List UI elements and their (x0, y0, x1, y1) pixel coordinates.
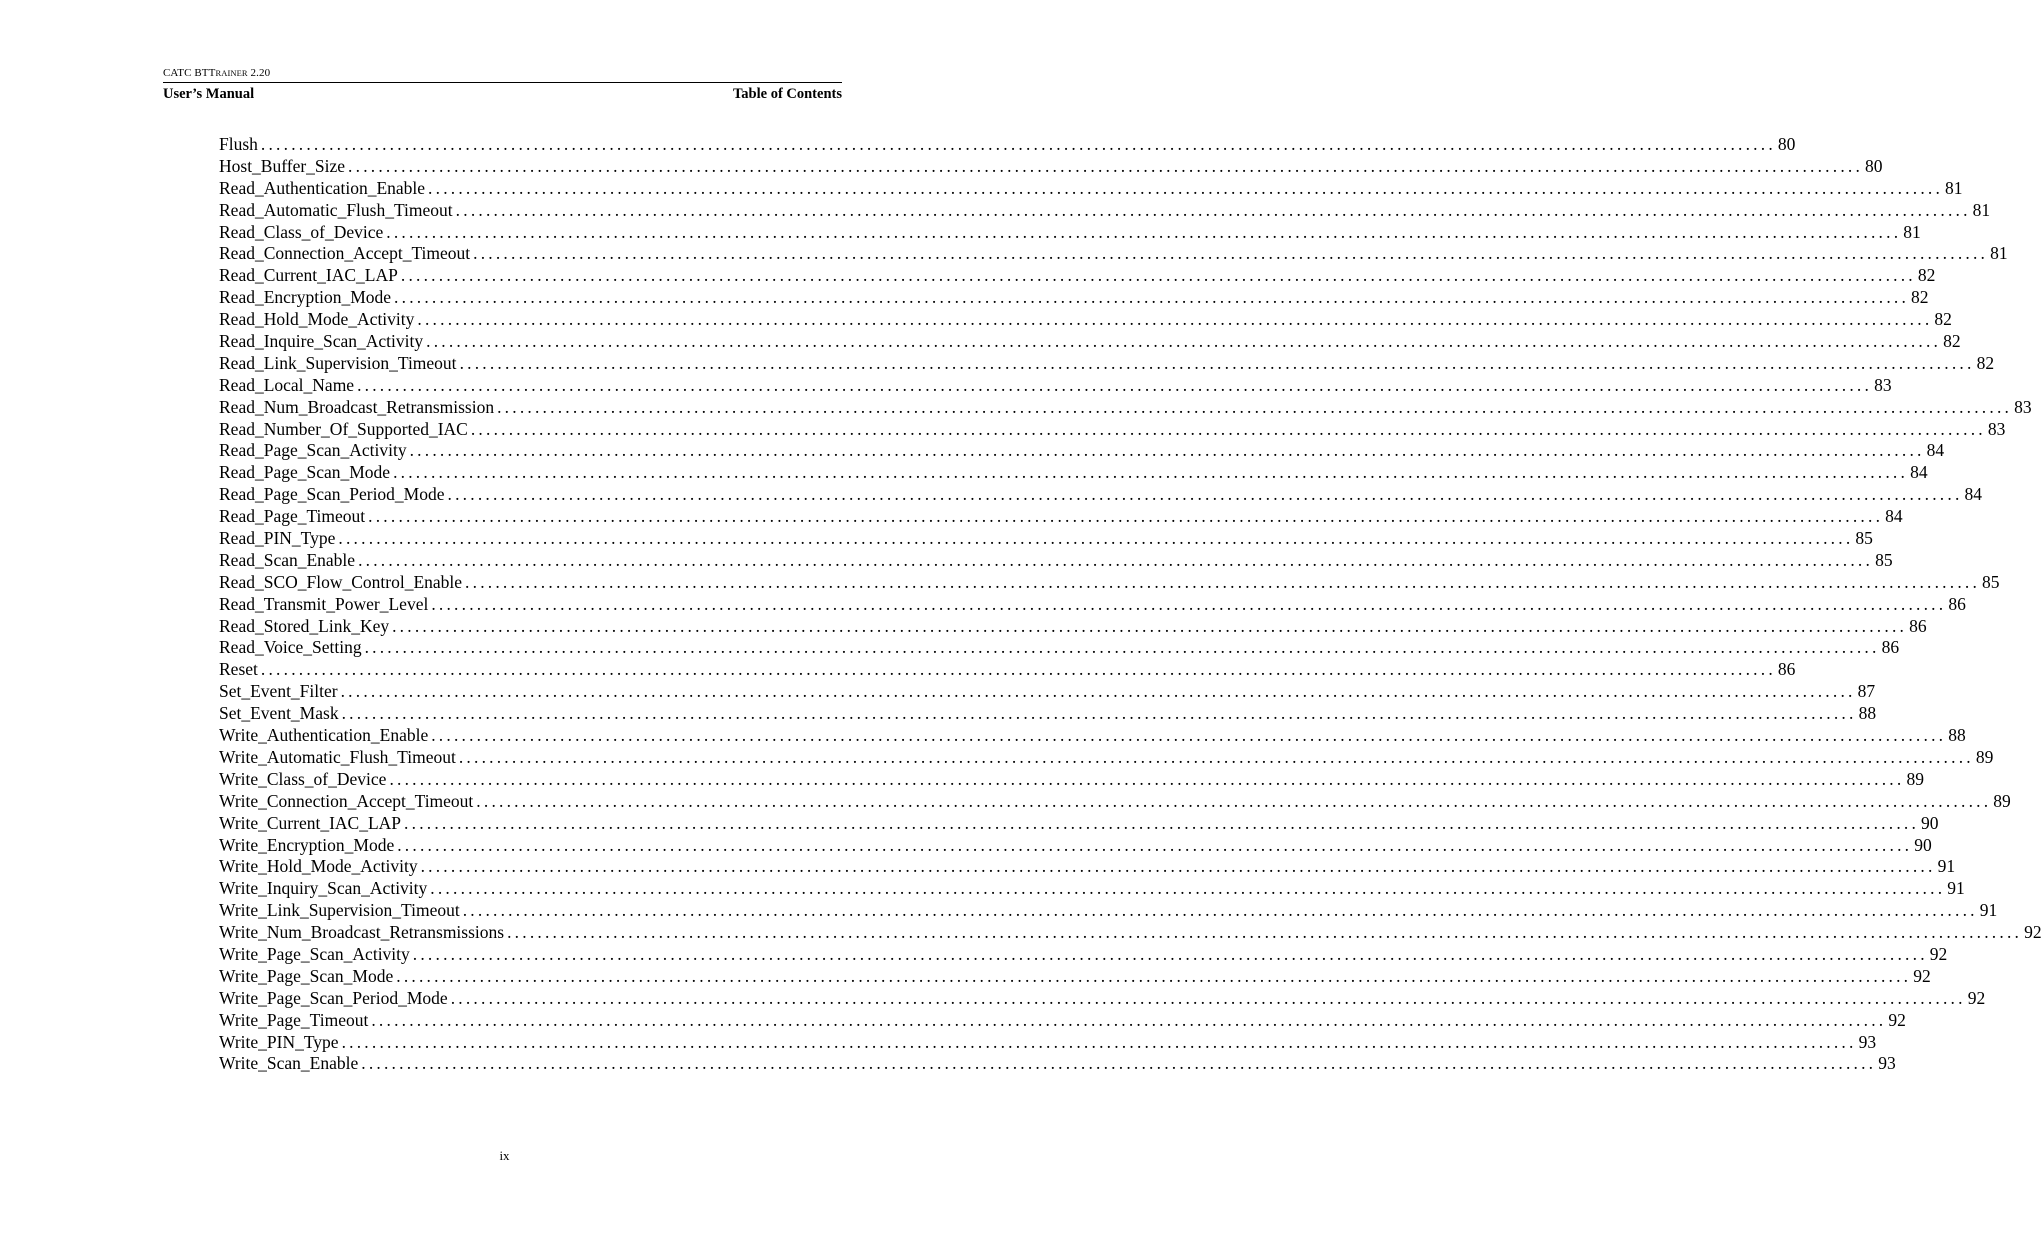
toc-entry[interactable] (219, 1053, 1896, 1075)
toc-dot-leader: ........................................................................................................................................................................................................ (400, 265, 1916, 286)
toc-dot-leader: ........................................................................................................................................................................................................ (430, 878, 1946, 899)
toc-entry-page: 83 (1874, 374, 1892, 395)
toc-entry-page: 86 (1948, 593, 1966, 614)
toc-entry[interactable] (219, 943, 1948, 966)
toc-dot-leader: ........................................................................................................................................................................................................ (431, 593, 1947, 614)
toc-entry-page: 82 (1976, 352, 1995, 373)
toc-entry-title: Read_Page_Timeout (219, 506, 366, 527)
toc-dot-leader: ........................................................................................................................................................................................................ (341, 703, 1857, 724)
toc-entry-page: 81 (1972, 199, 1991, 220)
toc-entry-title: Read_Link_Supervision_Timeout (219, 352, 457, 373)
toc-entry-page: 80 (1865, 155, 1883, 176)
toc-entry-title: Write_Automatic_Flush_Timeout (219, 746, 456, 767)
product-name-prefix: CATC BTT (163, 67, 216, 79)
toc-entry[interactable] (219, 155, 1883, 178)
toc-entry-title: Set_Event_Mask (219, 703, 339, 724)
toc-entry[interactable] (219, 352, 1995, 375)
toc-list (219, 134, 2042, 1075)
toc-dot-leader: ........................................................................................................................................................................................................ (364, 637, 1880, 658)
product-version: 2.20 (247, 67, 271, 79)
toc-entry-title: Read_Encryption_Mode (219, 287, 392, 308)
toc-dot-leader: ........................................................................................................................................................................................................ (394, 287, 1910, 308)
toc-dot-leader: ........................................................................................................................................................................................................ (348, 155, 1864, 176)
toc-entry-title: Write_Hold_Mode_Activity (219, 856, 418, 877)
toc-entry[interactable] (219, 571, 2000, 594)
toc-entry-page: 82 (1911, 287, 1929, 308)
toc-entry-page: 80 (1777, 134, 1796, 154)
toc-dot-leader: ........................................................................................................................................................................................................ (341, 1031, 1857, 1052)
toc-dot-leader: ........................................................................................................................................................................................................ (426, 331, 1942, 352)
toc-entry-page: 83 (2014, 396, 2032, 417)
toc-entry-page: 86 (1881, 637, 1900, 658)
toc-entry[interactable] (219, 659, 1796, 681)
toc-entry[interactable] (219, 987, 1986, 1010)
toc-dot-leader: ........................................................................................................................................................................................................ (260, 659, 1776, 680)
toc-entry-page: 91 (1947, 878, 1965, 899)
toc-entry[interactable] (219, 965, 1931, 988)
toc-entry[interactable] (219, 615, 1927, 638)
toc-entry-title: Write_Class_of_Device (219, 768, 387, 789)
toc-dot-leader: ........................................................................................................................................................................................................ (340, 681, 1856, 702)
toc-entry-title: Read_Inquire_Scan_Activity (219, 331, 424, 352)
toc-entry[interactable] (219, 812, 1939, 835)
toc-dot-leader: ........................................................................................................................................................................................................ (260, 134, 1776, 154)
manual-title: User’s Manual (163, 86, 255, 102)
product-name-smallcaps: RAINER (215, 68, 248, 78)
toc-dot-leader: ........................................................................................................................................................................................................ (412, 943, 1928, 964)
toc-entry[interactable] (219, 856, 1956, 878)
toc-entry-page: 92 (1888, 1009, 1906, 1030)
header-title-row (163, 84, 842, 104)
toc-entry[interactable] (219, 221, 1921, 244)
toc-entry[interactable] (219, 900, 1998, 922)
toc-dot-leader: ........................................................................................................................................................................................................ (455, 199, 1971, 220)
toc-entry-page: 91 (1979, 900, 1998, 921)
toc-dot-leader: ........................................................................................................................................................................................................ (357, 374, 1873, 395)
toc-dot-leader: ........................................................................................................................................................................................................ (392, 615, 1908, 636)
toc-entry-page: 84 (1926, 440, 1945, 461)
toc-entry[interactable] (219, 746, 1994, 769)
toc-entry-page: 82 (1917, 265, 1936, 286)
toc-entry[interactable] (219, 374, 1892, 397)
toc-dot-leader: ........................................................................................................................................................................................................ (393, 462, 1909, 483)
toc-entry[interactable] (219, 681, 1876, 703)
toc-entry[interactable] (219, 418, 2006, 441)
toc-entry-title: Write_Page_Timeout (219, 1009, 369, 1030)
toc-entry-title: Read_Num_Broadcast_Retransmission (219, 396, 495, 417)
toc-dot-leader: ........................................................................................................................................................................................................ (450, 987, 1966, 1008)
toc-entry-page: 93 (1878, 1053, 1896, 1074)
toc-entry[interactable] (219, 1009, 1906, 1032)
toc-entry-title: Read_Page_Scan_Activity (219, 440, 407, 461)
toc-entry[interactable] (219, 309, 1952, 331)
toc-dot-leader: ........................................................................................................................................................................................................ (371, 1009, 1887, 1030)
toc-entry[interactable] (219, 396, 2032, 419)
toc-entry-title: Write_Authentication_Enable (219, 725, 429, 746)
toc-entry-page: 91 (1937, 856, 1956, 877)
toc-entry-title: Set_Event_Filter (219, 681, 338, 702)
toc-entry[interactable] (219, 922, 2042, 944)
toc-entry[interactable] (219, 506, 1903, 528)
toc-entry-title: Host_Buffer_Size (219, 155, 346, 176)
toc-entry[interactable] (219, 440, 1945, 462)
toc-entry[interactable] (219, 1031, 1877, 1054)
toc-entry[interactable] (219, 637, 1900, 659)
toc-dot-leader: ........................................................................................................................................................................................................ (458, 746, 1974, 767)
toc-entry-title: Read_Local_Name (219, 374, 355, 395)
toc-entry-page: 82 (1943, 331, 1961, 352)
toc-dot-leader: ........................................................................................................................................................................................................ (431, 725, 1947, 746)
toc-entry[interactable] (219, 265, 1936, 287)
toc-entry[interactable] (219, 768, 1924, 791)
toc-dot-leader: ........................................................................................................................................................................................................ (338, 528, 1854, 549)
toc-entry-title: Write_Encryption_Mode (219, 834, 395, 855)
toc-entry-page: 85 (1982, 571, 2000, 592)
toc-dot-leader: ........................................................................................................................................................................................................ (470, 418, 1986, 439)
toc-entry-page: 84 (1885, 506, 1903, 527)
toc-entry-page: 89 (1906, 768, 1924, 789)
section-title: Table of Contents (732, 86, 842, 102)
toc-entry-page: 89 (1975, 746, 1994, 767)
toc-entry-page: 81 (1903, 221, 1921, 242)
toc-entry-page: 85 (1875, 549, 1893, 570)
toc-dot-leader: ........................................................................................................................................................................................................ (389, 768, 1905, 789)
toc-entry[interactable] (219, 725, 1966, 747)
toc-entry[interactable] (219, 484, 1983, 506)
toc-entry-page: 81 (1990, 243, 2008, 264)
toc-entry-title: Write_Link_Supervision_Timeout (219, 900, 460, 921)
toc-dot-leader: ........................................................................................................................................................................................................ (465, 571, 1981, 592)
toc-dot-leader: ........................................................................................................................................................................................................ (409, 440, 1925, 461)
toc-entry[interactable] (219, 528, 1873, 550)
toc-entry[interactable] (219, 243, 2008, 265)
toc-entry[interactable] (219, 287, 1929, 309)
product-version-line (163, 66, 842, 81)
toc-dot-leader: ........................................................................................................................................................................................................ (386, 221, 1902, 242)
toc-entry-title: Read_Transmit_Power_Level (219, 593, 429, 614)
toc-dot-leader: ........................................................................................................................................................................................................ (428, 177, 1944, 198)
toc-dot-leader: ........................................................................................................................................................................................................ (404, 812, 1920, 833)
toc-entry[interactable] (219, 878, 1965, 900)
toc-entry[interactable] (219, 593, 1966, 616)
toc-entry[interactable] (219, 177, 1963, 200)
toc-entry-title: Read_SCO_Flow_Control_Enable (219, 571, 463, 592)
toc-entry-page: 88 (1948, 725, 1966, 746)
toc-dot-leader: ........................................................................................................................................................................................................ (462, 900, 1978, 921)
toc-entry-title: Write_Connection_Accept_Timeout (219, 790, 474, 811)
toc-dot-leader: ........................................................................................................................................................................................................ (447, 484, 1963, 505)
toc-entry[interactable] (219, 703, 1877, 725)
toc-entry-page: 93 (1858, 1031, 1877, 1052)
toc-entry-title: Read_Stored_Link_Key (219, 615, 390, 636)
toc-entry-title: Write_Page_Scan_Activity (219, 943, 410, 964)
toc-entry-title: Write_PIN_Type (219, 1031, 339, 1052)
toc-dot-leader: ........................................................................................................................................................................................................ (396, 965, 1912, 986)
toc-entry-page: 92 (1913, 965, 1931, 986)
header-rule (163, 82, 842, 83)
toc-entry-page: 86 (1909, 615, 1927, 636)
toc-dot-leader: ........................................................................................................................................................................................................ (459, 352, 1975, 373)
toc-entry-title: Read_Class_of_Device (219, 221, 384, 242)
toc-entry[interactable] (219, 834, 1932, 857)
toc-entry-page: 90 (1914, 834, 1932, 855)
toc-dot-leader: ........................................................................................................................................................................................................ (497, 396, 2013, 417)
toc-entry-page: 92 (1929, 943, 1948, 964)
toc-entry[interactable] (219, 134, 1796, 156)
page-header (163, 66, 842, 104)
toc-entry-title: Read_Automatic_Flush_Timeout (219, 199, 453, 220)
toc-entry[interactable] (219, 790, 2011, 813)
toc-entry[interactable] (219, 199, 1991, 222)
toc-dot-leader: ........................................................................................................................................................................................................ (417, 309, 1933, 330)
toc-entry-title: Write_Num_Broadcast_Retransmissions (219, 922, 505, 943)
toc-entry-title: Read_Page_Scan_Mode (219, 462, 391, 483)
toc-entry-title: Reset (219, 659, 258, 680)
toc-entry-title: Write_Page_Scan_Period_Mode (219, 987, 448, 1008)
toc-entry-title: Read_PIN_Type (219, 528, 336, 549)
toc-entry-page: 92 (2024, 922, 2042, 943)
toc-entry-page: 92 (1967, 987, 1986, 1008)
toc-entry-page: 89 (1993, 790, 2011, 811)
toc-entry-title: Read_Scan_Enable (219, 549, 356, 570)
toc-entry-title: Read_Number_Of_Supported_IAC (219, 418, 468, 439)
toc-entry-title: Write_Scan_Enable (219, 1053, 359, 1074)
toc-entry-title: Read_Voice_Setting (219, 637, 362, 658)
toc-entry[interactable] (219, 549, 1893, 572)
toc-entry-title: Read_Hold_Mode_Activity (219, 309, 415, 330)
toc-entry-page: 84 (1964, 484, 1983, 505)
toc-entry-page: 85 (1855, 528, 1873, 549)
toc-entry[interactable] (219, 462, 1928, 484)
toc-entry-page: 88 (1858, 703, 1877, 724)
page-number: ix (499, 1148, 510, 1163)
toc-dot-leader: ........................................................................................................................................................................................................ (476, 790, 1992, 811)
toc-entry-title: Read_Current_IAC_LAP (219, 265, 398, 286)
toc-entry[interactable] (219, 331, 1961, 353)
toc-dot-leader: ........................................................................................................................................................................................................ (507, 922, 2023, 943)
toc-entry-title: Flush (219, 134, 258, 154)
toc-dot-leader: ........................................................................................................................................................................................................ (397, 834, 1913, 855)
toc-entry-title: Write_Current_IAC_LAP (219, 812, 402, 833)
toc-entry-title: Write_Page_Scan_Mode (219, 965, 394, 986)
toc-entry-page: 84 (1910, 462, 1928, 483)
toc-entry-title: Write_Inquiry_Scan_Activity (219, 878, 428, 899)
toc-dot-leader: ........................................................................................................................................................................................................ (473, 243, 1989, 264)
toc-dot-leader: ........................................................................................................................................................................................................ (361, 1053, 1877, 1074)
toc-entry-title: Read_Connection_Accept_Timeout (219, 243, 471, 264)
toc-entry-page: 83 (1987, 418, 2006, 439)
toc-dot-leader: ........................................................................................................................................................................................................ (358, 549, 1874, 570)
toc-entry-page: 86 (1777, 659, 1796, 680)
toc-entry-page: 90 (1921, 812, 1939, 833)
toc-dot-leader: ........................................................................................................................................................................................................ (368, 506, 1884, 527)
toc-dot-leader: ........................................................................................................................................................................................................ (420, 856, 1936, 877)
toc-entry-page: 81 (1945, 177, 1963, 198)
toc-entry-page: 87 (1857, 681, 1876, 702)
toc-entry-title: Read_Page_Scan_Period_Mode (219, 484, 445, 505)
toc-entry-title: Read_Authentication_Enable (219, 177, 426, 198)
toc-entry-page: 82 (1934, 309, 1952, 330)
